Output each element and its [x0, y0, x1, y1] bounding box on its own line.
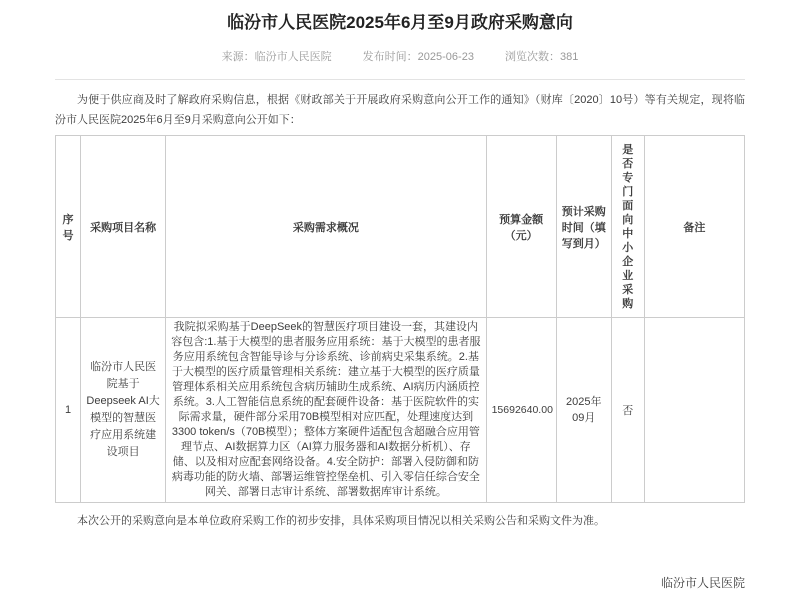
meta-publish-label: 发布时间：: [362, 51, 418, 63]
meta-publish-time: [363, 51, 474, 63]
meta-views-label: 浏览次数：: [505, 51, 561, 63]
cell-sme: 否: [611, 318, 644, 503]
intro-paragraph: 为便于供应商及时了解政府采购信息，根据《财政部关于开展政府采购意向公开工作的通知》（财库〔2020〕10号）等有关规定，现将临汾市人民医院2025年6月至9月采购意向公开如下：: [55, 94, 745, 126]
meta-publish-value: 2025-06-23: [417, 51, 474, 63]
cell-time: 2025年09月: [556, 318, 611, 503]
table-header-row: [56, 136, 745, 318]
meta-source-value: 临汾市人民医院: [254, 51, 332, 63]
document-page: [0, 13, 800, 591]
meta-line: [55, 50, 745, 64]
meta-view-count: [505, 51, 578, 63]
column-header-sme-text: 是否专门面向中小企业采购: [622, 143, 634, 310]
page-title: 临汾市人民医院2025年6月至9月政府采购意向: [227, 13, 573, 32]
table-row: [56, 318, 745, 503]
procurement-intent-table: [55, 135, 745, 503]
cell-budget: 15692640.00: [486, 318, 556, 503]
cell-project-name: 临汾市人民医院基于Deepseek AI大模型的智慧医疗应用系统建设项目: [81, 318, 166, 503]
header-divider: [55, 79, 745, 80]
closing-paragraph: 本次公开的采购意向是本单位政府采购工作的初步安排，具体采购项目情况以相关采购公告和采购文件为准。: [77, 515, 605, 527]
column-header-remark: 备注: [644, 136, 744, 318]
meta-source-label: 来源：: [221, 51, 255, 63]
cell-index: 1: [56, 318, 81, 503]
column-header-time: 预计采购时间（填写到月）: [556, 136, 611, 318]
meta-views-value: 381: [560, 51, 579, 63]
column-header-index: 序号: [56, 136, 81, 318]
meta-source: [222, 51, 332, 63]
column-header-budget: 预算金额（元）: [486, 136, 556, 318]
column-header-sme: [611, 136, 644, 318]
column-header-project-name: 采购项目名称: [81, 136, 166, 318]
cell-overview: 我院拟采购基于DeepSeek的智慧医疗项目建设一套，其建设内容包含:1.基于大模型的患者服务应用系统：基于大模型的患者服务应用系统包含智能导诊与分诊系统、诊前病史采集系统。2.基于大模型的医疗质量管理相关系统：建立基于大模型的医疗质量管理体系相关应用系统包含病历辅助生成系统、AI病历内涵质控系统。3.人工智能信息系统的配套硬件设备：基于医院软件的实际需求量，硬件部分采用70B模型相对应匹配，处理速度达到3300 token/s（70B模型）；整体方案硬件适配包含超融合应用管理节点、AI数据算力区（AI算力服务器和AI数据分析机）、存储、以及相对应配套网络设备。4.安全防护：部署入侵防御和防病毒功能的防火墙、部署运维管控堡垒机、引入零信任综合安全网关、部署日志审计系统、部署数据库审计系统。: [166, 318, 486, 503]
column-header-overview: 采购需求概况: [166, 136, 486, 318]
signature: 临汾市人民医院: [660, 576, 745, 590]
cell-remark: [644, 318, 744, 503]
